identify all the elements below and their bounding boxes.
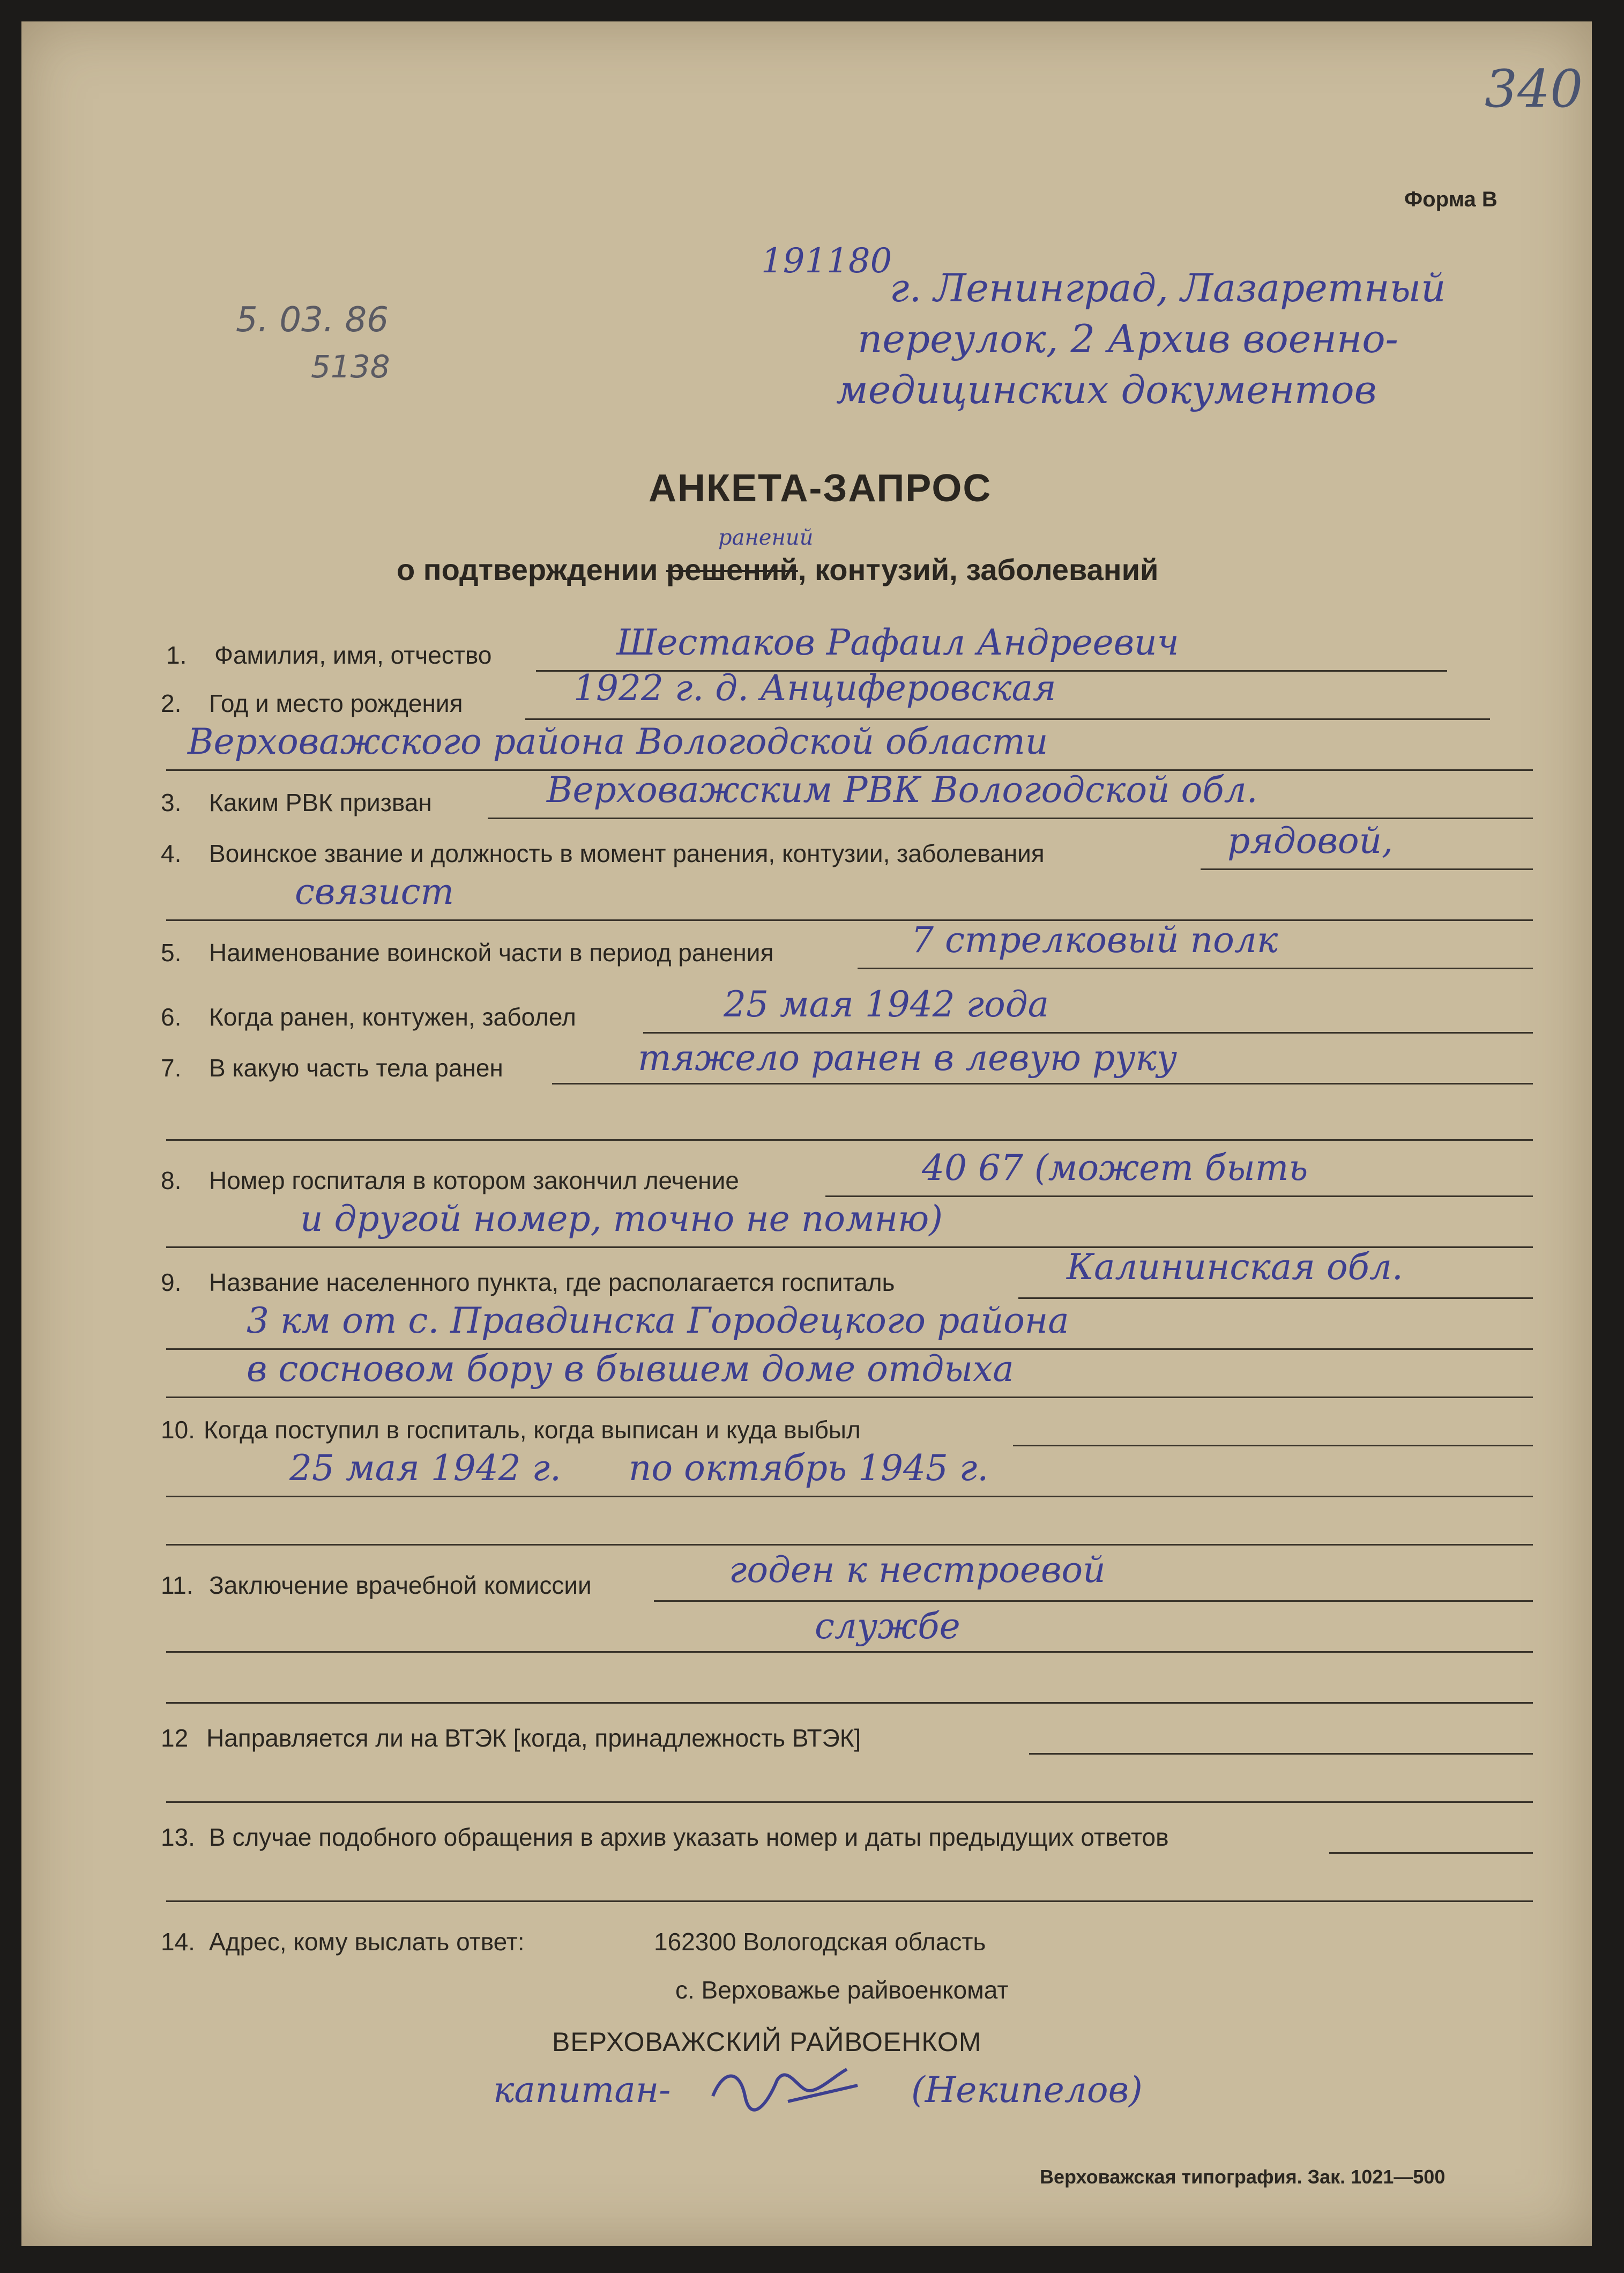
q9-answer-b: 3 км от с. Правдинска Городецкого района [247,1300,1069,1341]
q7-line [552,1083,1533,1084]
q9-answer-c: в сосновом бору в бывшем доме отдыха [247,1348,1014,1390]
q3-line [488,818,1533,819]
q11-line-2 [166,1651,1533,1653]
q8-answer-a: 40 67 (может быть [922,1147,1308,1189]
q10-answer: 25 мая 1942 г. по октябрь 1945 г. [289,1447,989,1489]
q9-line [1018,1297,1533,1299]
q14-address-1: 162300 Вологодская область [654,1928,986,1956]
subtitle-pre: о подтверждении [397,553,658,586]
q11-line-3 [166,1702,1533,1704]
q8-answer-b: и другой номер, точно не помню) [300,1198,943,1239]
q13-line [1329,1852,1533,1854]
signature-name: (Некипелов) [911,2069,1143,2111]
printer-footer: Верховажская типография. Зак. 1021—500 [1040,2166,1446,2188]
q12-label: Направляется ли на ВТЭК [когда, принадлежность ВТЭК] [206,1724,861,1752]
q2-answer-a: 1922 г. д. Анциферовская [573,667,1056,709]
q14-label: Адрес, кому выслать ответ: [209,1928,525,1956]
recipient-line-2: переулок, 2 Архив военно- [858,316,1398,361]
q9-number: 9. [161,1268,182,1296]
q14-address-2: с. Верховажье райвоенкомат [675,1976,1009,2004]
signature-rank: капитан- [493,2069,671,2111]
subtitle-struck: решений [666,553,798,586]
signature-mark [707,2059,868,2118]
subtitle-post: , контузий, заболеваний [798,553,1159,586]
q8-line [825,1195,1533,1197]
document-sheet [21,21,1592,2246]
q5-number: 5. [161,939,182,967]
q13-line-2 [166,1900,1533,1902]
q8-number: 8. [161,1167,182,1194]
q6-label: Когда ранен, контужен, заболел [209,1003,576,1031]
pencil-date: 5. 03. 86 [236,300,389,340]
q14-number: 14. [161,1928,195,1956]
q13-label: В случае подобного обращения в архив указать номер и даты предыдущих ответов [209,1823,1169,1851]
recipient-line-3: медицинских документов [836,367,1377,412]
q6-line [643,1032,1533,1034]
q5-label: Наименование воинской части в период ранения [209,939,774,967]
q7-line-2 [166,1139,1533,1141]
q9-answer-a: Калининская обл. [1067,1246,1403,1288]
q3-answer: Верховажским РВК Вологодской обл. [547,769,1258,811]
q4-label: Воинское звание и должность в момент ранения, контузии, заболевания [209,840,1045,867]
q3-label: Каким РВК призван [209,789,432,816]
q5-answer: 7 стрелковый полк [911,919,1278,961]
recipient-postal-code: 191180 [761,241,892,281]
q4-answer-a: рядовой, [1227,820,1394,861]
recipient-line-1: г. Ленинград, Лазаретный [890,265,1446,310]
page-subtitle [397,552,1158,587]
sheet-number: 340 [1485,59,1583,119]
q7-number: 7. [161,1054,182,1082]
q2-label: Год и место рождения [209,689,463,717]
q8-label: Номер госпиталя в котором закончил лечение [209,1167,739,1194]
q9-line-3 [166,1397,1533,1398]
q1-number: 1. [166,641,187,669]
q7-answer: тяжело ранен в левую руку [638,1037,1178,1079]
q4-answer-b: связист [295,871,455,912]
q11-number: 11. [161,1571,193,1599]
q4-number: 4. [161,840,182,867]
q7-label: В какую часть тела ранен [209,1054,503,1082]
pencil-code: 5138 [311,348,390,385]
signature-office: ВЕРХОВАЖСКИЙ РАЙВОЕНКОМ [552,2027,982,2057]
subtitle-insert: ранений [718,525,814,550]
q3-number: 3. [161,789,182,816]
q9-label: Название населенного пункта, где располагается госпиталь [209,1268,895,1296]
q10-line [1013,1445,1533,1446]
q13-number: 13. [161,1823,195,1851]
q6-number: 6. [161,1003,182,1031]
q12-line-2 [166,1801,1533,1803]
q11-label: Заключение врачебной комиссии [209,1571,592,1599]
q12-line [1029,1753,1533,1755]
q11-line [654,1600,1533,1602]
q10-line-3 [166,1544,1533,1546]
q1-label: Фамилия, имя, отчество [214,641,492,669]
q2-answer-b: Верховажского района Вологодской области [188,721,1048,762]
q2-number: 2. [161,689,182,717]
q4-line-2 [166,919,1533,921]
q11-answer-b: службе [815,1606,960,1647]
q5-line [858,968,1533,969]
q6-answer: 25 мая 1942 года [724,984,1049,1025]
q4-line [1201,868,1533,870]
q10-line-2 [166,1496,1533,1497]
q1-answer: Шестаков Рафаил Андреевич [616,622,1179,663]
q2-line [525,718,1490,720]
q10-label: Когда поступил в госпиталь, когда выписан и куда выбыл [204,1416,861,1444]
q10-number: 10. [161,1416,195,1444]
q11-answer-a: годен к нестроевой [729,1549,1106,1591]
q12-number: 12 [161,1724,189,1752]
page-title: АНКЕТА-ЗАПРОС [649,467,992,510]
form-label: Форма В [1404,188,1498,211]
